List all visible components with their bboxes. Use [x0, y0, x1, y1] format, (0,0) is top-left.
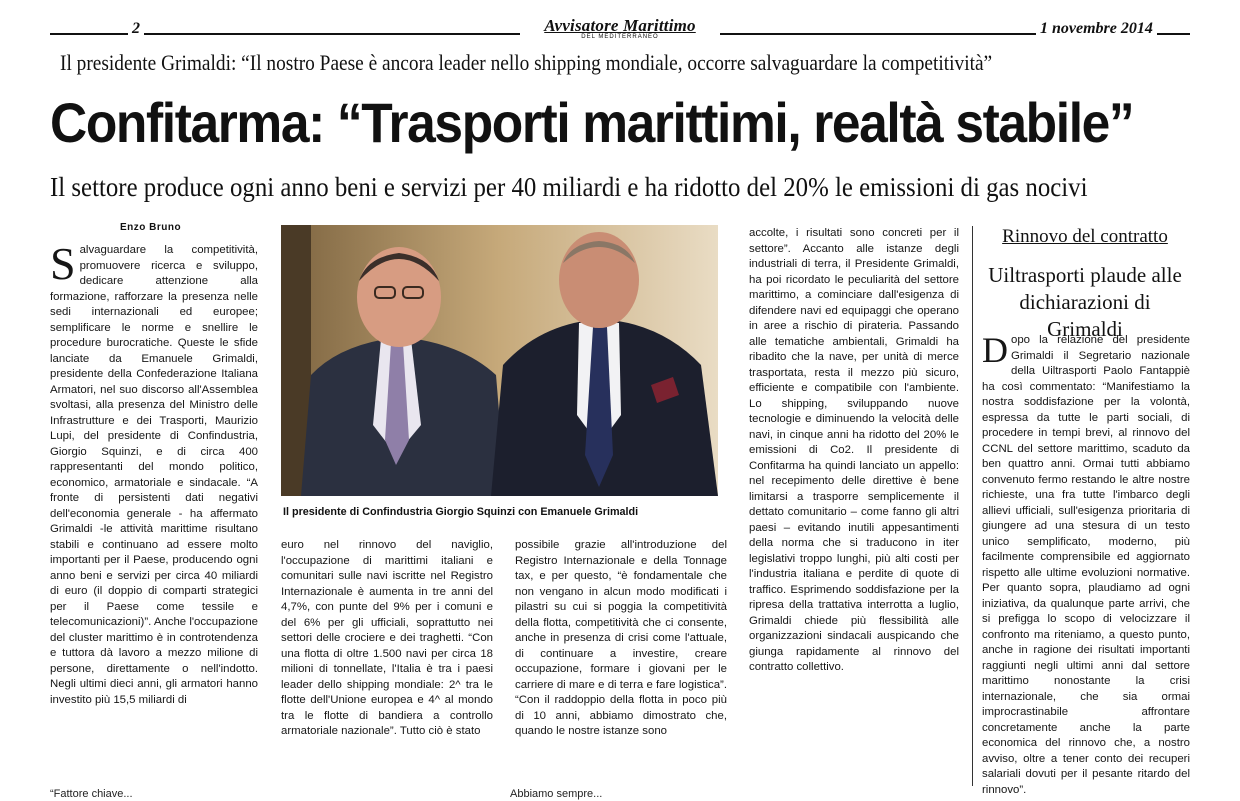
article-kicker: Il presidente Grimaldi: “Il nostro Paese è ancora leader nello shipping mondiale, occorre salvaguardare la competitività” [60, 50, 993, 75]
column-3-text: possibile grazie all'introduzione del Registro Internazionale e della Tonnage tax, e per questo, “è fondamentale che non vengano in alcun modo modificati i pilastri su cui si poggia la competitività della flotta, competitività che ci consente, anche in presenza di crisi come l'attuale, di continuare a investire, creare occupazione, formare i giovani per le carriere di mare e di terra e fare logistica”. “Con il raddoppio della flotta in poco più di 10 anni, abbiamo dimostrato che, quando le nostre istanze sono [515, 539, 727, 737]
bottom-strip [50, 788, 1190, 801]
article-photo [281, 225, 718, 496]
issue-date: 1 novembre 2014 [1036, 20, 1157, 38]
column-1-text: alvaguardare la competitività, promuovere ricerca e sviluppo, dedicare attenzione alla formazione, rafforzare la presenza nelle sedi internazionali ed europee; semplificare le norme e snellire le procedure burocratiche. Queste le sfide lanciate da Emanuele Grimaldi, presidente della Confederazione Italiana Armatori, nel suo discorso all'Assemblea svoltasi, alla presenza del Ministro delle Infrastrutture e dei Trasporti, Maurizio Lupi, del presidente di Confindustria, Giorgio Squinzi, e di circa 400 rappresentanti del mondo politico, economico, armatoriale e sindacale. “A fronte di persistenti dati negativi dell'economia generale - ha affermato Grimaldi -le attività marittime risultano stabili e continuano ad essere molto importanti per il Paese, producendo ogni anno beni e servizi per circa 40 miliardi di euro (il doppio di comparti strategici per il Paese come tessile e telecomunicazioni)”. Anche l'occupazione del cluster marittimo è in controtendenza e tuttora dà lavoro a mezzo milione di persone, direttamente o nell'indotto. Negli ultimi dieci anni, gli armatori hanno investito più 15,5 miliardi di [50, 244, 258, 706]
article-column-3 [515, 538, 727, 783]
article-column-2 [281, 538, 493, 783]
column-2-text: euro nel rinnovo del naviglio, l'occupazione di marittimi italiani e comunitari sulle navi iscritte nel Registro Internazionale è aumenta in tre anni del 4,7%, con punte del 9% per i comuni e del 6% per gli ufficiali, soprattutto nei settori delle crociere e dei traghetti. “Con una flotta di oltre 1.500 navi per circa 18 milioni di tonnellate, l'Italia è tra i paesi leader dello shipping mondiale: 2^ tra le flotte dell'Unione europea e 4^ al mondo tra le flotte di bandiera a controllo armatoriale nazionale”. Tutto ciò è stato [281, 539, 493, 737]
masthead-subtitle: DEL MEDITERRANEO [581, 34, 659, 40]
photo-caption: Il presidente di Confindustria Giorgio Squinzi con Emanuele Grimaldi [283, 506, 639, 518]
bottom-strip-left: “Fattore chiave... [50, 788, 133, 800]
sidebar-text [982, 330, 1190, 796]
page-number: 2 [128, 20, 144, 38]
article-column-1 [50, 238, 258, 783]
article-subheadline: Il settore produce ogni anno beni e servizi per 40 miliardi e ha ridotto del 20% le emissioni di gas nocivi [50, 172, 1088, 202]
masthead [520, 16, 720, 40]
article-headline: Confitarma: “Trasporti marittimi, realtà stabile” [50, 91, 1134, 154]
sidebar-title: Rinnovo del contratto [1002, 226, 1168, 247]
article-column-4 [749, 226, 959, 783]
sidebar-headline: Uiltrasporti plaude alle dichiarazioni di Grimaldi [988, 263, 1182, 341]
bottom-strip-right: Abbiamo sempre... [510, 788, 603, 800]
masthead-title: Avvisatore Marittimo [544, 16, 696, 35]
sidebar-dropcap: D [982, 330, 1008, 370]
sidebar-divider [972, 226, 973, 786]
dropcap: S [50, 238, 76, 289]
sidebar-body: opo la relazione del presidente Grimaldi il Segretario nazionale della Uiltrasporti Paolo Fantappiè ha così commentato: “Manifestiamo la nostra soddisfazione per la volontà, espressa da tutte le parti sociali, di procedere in tempi brevi, al rinnovo del CCNL del settore marittimo, scaduto da ben quattro anni. Ormai tutti abbiamo convenuto fermo restando le altre nostre richieste, una fra tutte l'imbarco degli allievi ufficiali, sull'esigenza prioritaria di giungere ad una stesura di un testo unico semplificato, moderno, più facilmente comprensibile ed aggiornato rispetto alle ultime evoluzioni normative. Per quanto sopra, plaudiamo ad ogni iniziativa, da qualunque parte arrivi, che si prefigga lo scopo di velocizzare il confronto ma riteniamo, a questo punto, anche in ragione dei risultati importanti raggiunti negli ultimi anni dal settore marittimo nonostante la crisi internazionale, che sia ormai improcrastinabile affrontare concretamente anche la parte economica del rinnovo che, a nostro avviso, oltre a tener conto dei recuperi salariali dovuti per il pesante ritardo del rinnovo”. [982, 334, 1190, 796]
header-rule-left [50, 33, 520, 35]
column-4-text: accolte, i risultati sono concreti per il settore”. Accanto alle istanze degli industriali di terra, il Presidente Grimaldi, ha poi ricordato le peculiarità del settore marittimo, a cominciare dall'esigenza di difendere navi ed equipaggi che operano in aree a rischio di pirateria. Passando alle tematiche ambientali, Grimaldi ha ribadito che la nave, per unità di merce trasportata, resta il mezzo più sicuro, efficiente e compatibile con l'ambiente. Lo shipping, sviluppando nuove tecnologie e diminuendo la velocità delle navi, in cinque anni ha ridotto del 20% le emissioni di Co2. Il presidente di Confitarma ha quindi lanciato un appello: nel recepimento delle direttive è bene limitarsi a trasporre semplicemente il dettato comunitario – come fanno gli altri paesi – evitando inutili appesantimenti della norma che si traducono in iter legislativi troppo lunghi, più alti costi per l'industria italiana e perdite di quote di traffico. Esprimendo soddisfazione per la ripresa della trattativa interrotta a luglio, Grimaldi chiede più flessibilità alle organizzazioni sindacali auspicando che giunga rapidamente al rinnovo del contratto collettivo. [749, 227, 959, 673]
byline: Enzo Bruno [120, 222, 182, 233]
photo-illustration [281, 225, 718, 496]
